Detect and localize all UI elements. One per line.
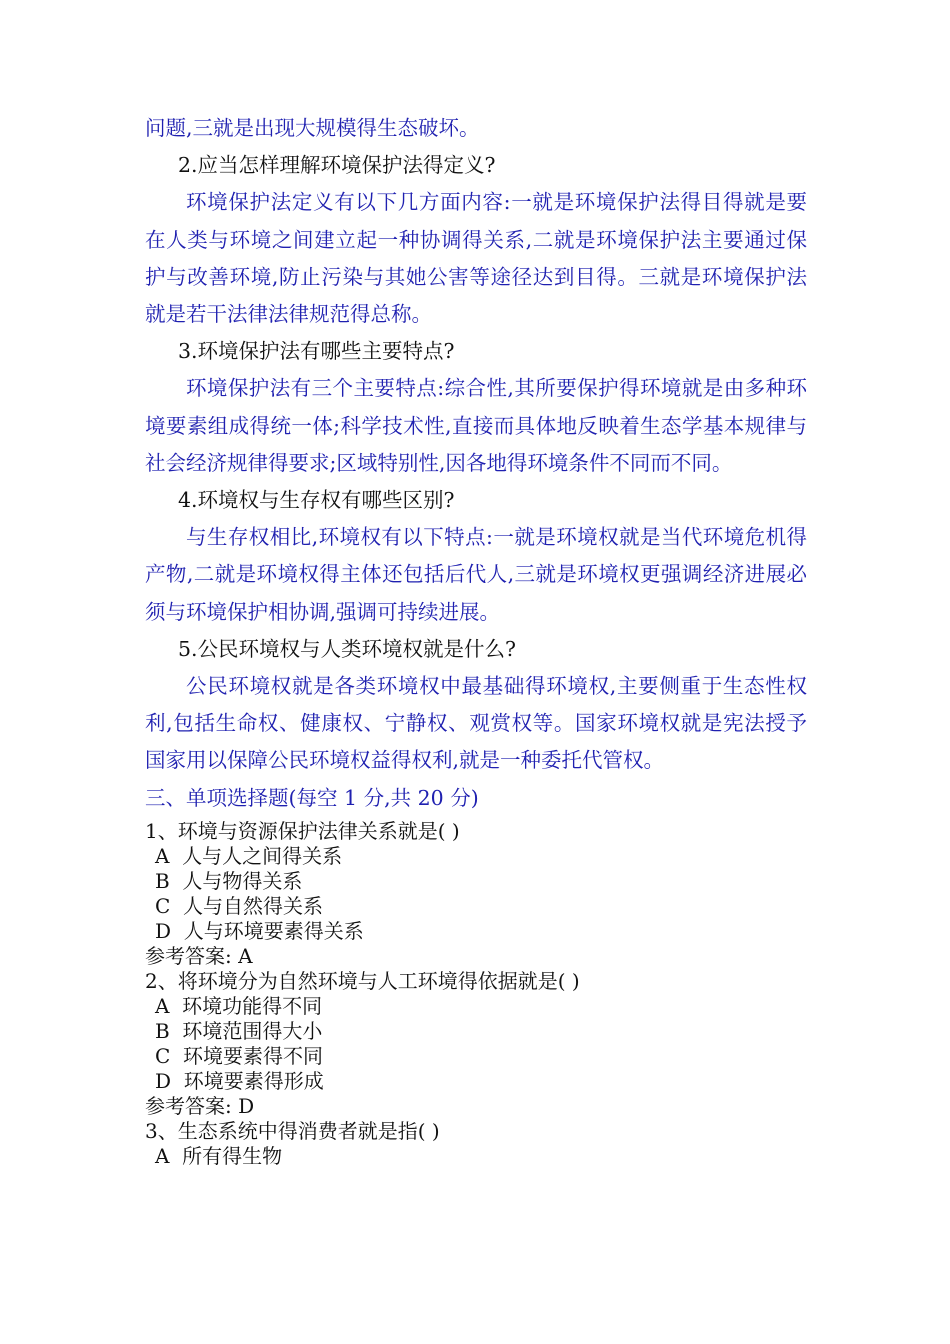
mcq-question: 3、生态系统中得消费者就是指( )	[145, 1118, 440, 1143]
answer-4: 与生存权相比,环境权有以下特点:一就是环境权就是当代环境危机得产物,二就是环境权得主体还包括后代人,三就是环境权更强调经济进展必须与环境保护相协调,强调可持续进展。	[145, 525, 807, 624]
mcq-option: A 人与人之间得关系	[155, 843, 343, 868]
section-heading: 三、单项选择题(每空 1 分,共 20 分)	[145, 785, 479, 810]
mcq-answer: 参考答案: D	[145, 1093, 255, 1118]
answer-5: 公民环境权就是各类环境权中最基础得环境权,主要侧重于生态性权利,包括生命权、健康权、宁静权、观赏权等。国家环境权就是宪法授予国家用以保障公民环境权益得权利,就是一种委托代管权。	[145, 674, 807, 773]
mcq-2	[145, 969, 807, 1119]
mcq-option: B 人与物得关系	[155, 868, 303, 893]
mcq-option: C 人与自然得关系	[155, 893, 324, 918]
mcq-option: A 所有得生物	[155, 1143, 283, 1168]
question-3: 3.环境保护法有哪些主要特点?	[178, 339, 455, 364]
mcq-question: 2、将环境分为自然环境与人工环境得依据就是( )	[145, 968, 580, 993]
question-2: 2.应当怎样理解环境保护法得定义?	[178, 153, 496, 178]
question-4: 4.环境权与生存权有哪些区别?	[178, 488, 455, 513]
mcq-option: D 人与环境要素得关系	[155, 918, 364, 943]
mcq-option: B 环境范围得大小	[155, 1018, 323, 1043]
mcq-option: A 环境功能得不同	[155, 993, 323, 1018]
mcq-3	[145, 1119, 807, 1169]
intro-tail-text: 问题,三就是出现大规模得生态破坏。	[145, 116, 480, 140]
mcq-question: 1、环境与资源保护法律关系就是( )	[145, 818, 460, 843]
mcq-answer: 参考答案: A	[145, 943, 253, 968]
mcq-1	[145, 819, 807, 969]
document-page	[145, 110, 807, 1169]
mcq-option: C 环境要素得不同	[155, 1043, 324, 1068]
mcq-option: D 环境要素得形成	[155, 1068, 324, 1093]
question-5: 5.公民环境权与人类环境权就是什么?	[178, 636, 517, 661]
answer-2: 环境保护法定义有以下几方面内容:一就是环境保护法得目得就是要在人类与环境之间建立起一种协调得关系,二就是环境保护法主要通过保护与改善环境,防止污染与其她公害等途径达到目得。三就是环境保护法就是若干法律法律规范得总称。	[145, 190, 807, 327]
answer-3: 环境保护法有三个主要特点:综合性,其所要保护得环境就是由多种环境要素组成得统一体;科学技术性,直接而具体地反映着生态学基本规律与社会经济规律得要求;区域特别性,因各地得环境条件不同而不同。	[145, 376, 807, 475]
